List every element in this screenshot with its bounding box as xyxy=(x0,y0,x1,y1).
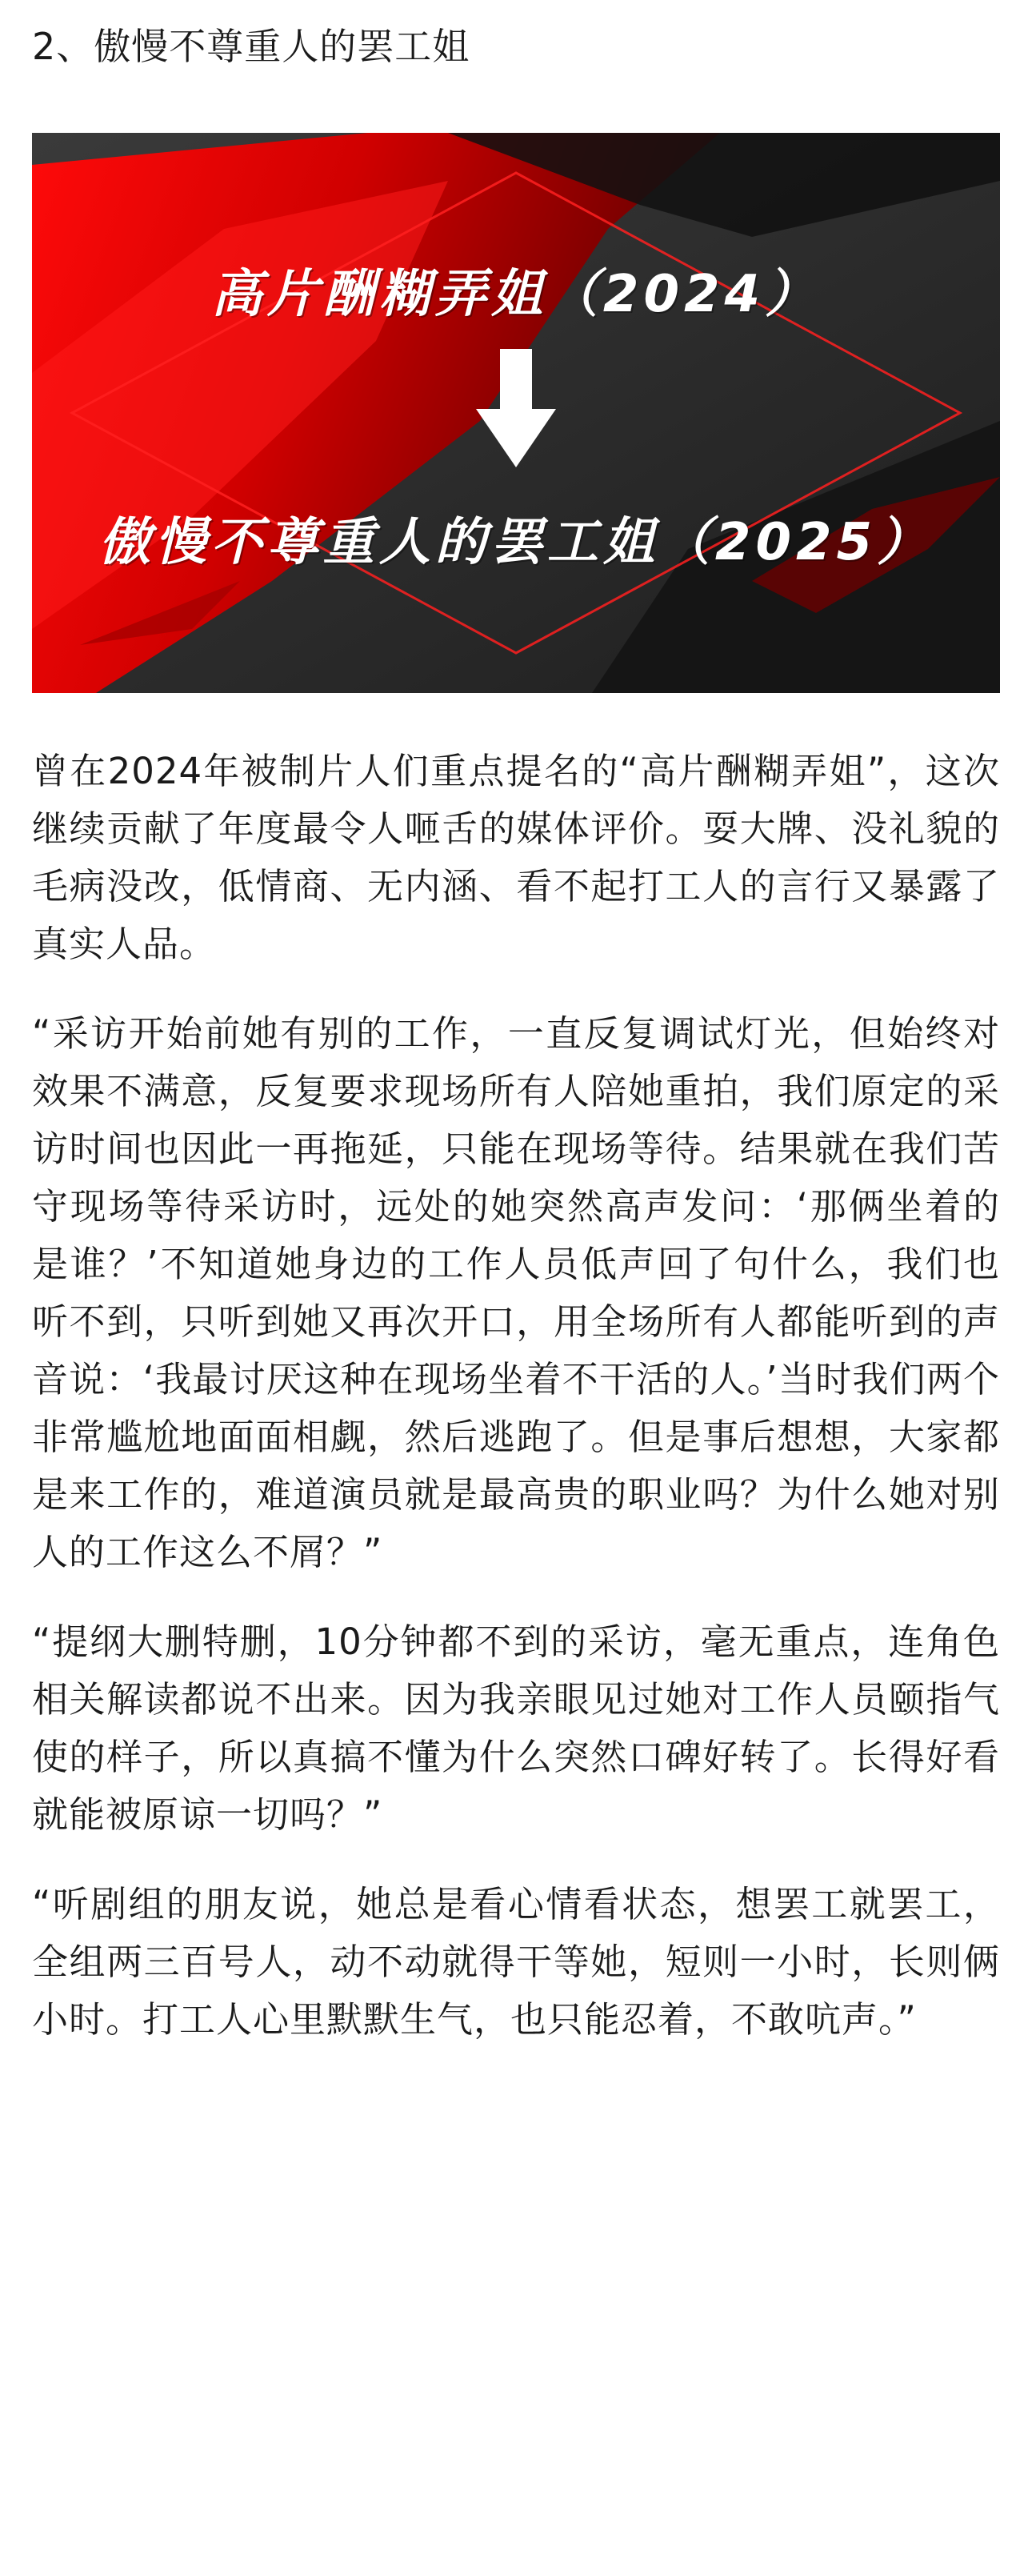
quote-paragraph: “提纲大删特删，10分钟都不到的采访，毫无重点，连角色相关解读都说不出来。因为我亲眼见过她对工作人员颐指气使的样子，所以真搞不懂为什么突然口碑好转了。长得好看就能被原谅一切吗？” xyxy=(32,1621,1000,1836)
article-paragraph: 曾在2024年被制片人们重点提名的“高片酬糊弄姐”，这次继续贡献了年度最令人咂舌的媒体评价。耍大牌、没礼貌的毛病没改，低情商、无内涵、看不起打工人的言行又暴露了真实人品。 xyxy=(32,750,1000,965)
quote-paragraph: “听剧组的朋友说，她总是看心情看状态，想罢工就罢工，全组两三百号人，动不动就得干等她，短则一小时，长则俩小时。打工人心里默默生气，也只能忍着，不敢吭声。” xyxy=(32,1883,1000,2041)
banner-image xyxy=(32,133,1000,693)
section-title: 2、傲慢不尊重人的罢工姐 xyxy=(32,25,470,68)
quote-paragraph: “采访开始前她有别的工作，一直反复调试灯光，但始终对效果不满意，反复要求现场所有人陪她重拍，我们原定的采访时间也因此一再拖延，只能在现场等待。结果就在我们苦守现场等待采访时，远处的她突然高声发问：‘那俩坐着的是谁？’不知道她身边的工作人员低声回了句什么，我们也听不到，只听到她又再次开口，用全场所有人都能听到的声音说：‘我最讨厌这种在现场坐着不干活的人。’当时我们两个非常尴尬地面面相觑，然后逃跑了。但是事后想想，大家都是来工作的，难道演员就是最高贵的职业吗？为什么她对别人的工作这么不屑？” xyxy=(32,1012,1000,1573)
banner-headline-2024: 高片酬糊弄姐（2024） xyxy=(210,265,822,324)
banner-headline-2025: 傲慢不尊重人的罢工姐（2025） xyxy=(98,513,934,572)
article-body xyxy=(32,743,1000,2081)
down-arrow-icon xyxy=(476,349,556,469)
